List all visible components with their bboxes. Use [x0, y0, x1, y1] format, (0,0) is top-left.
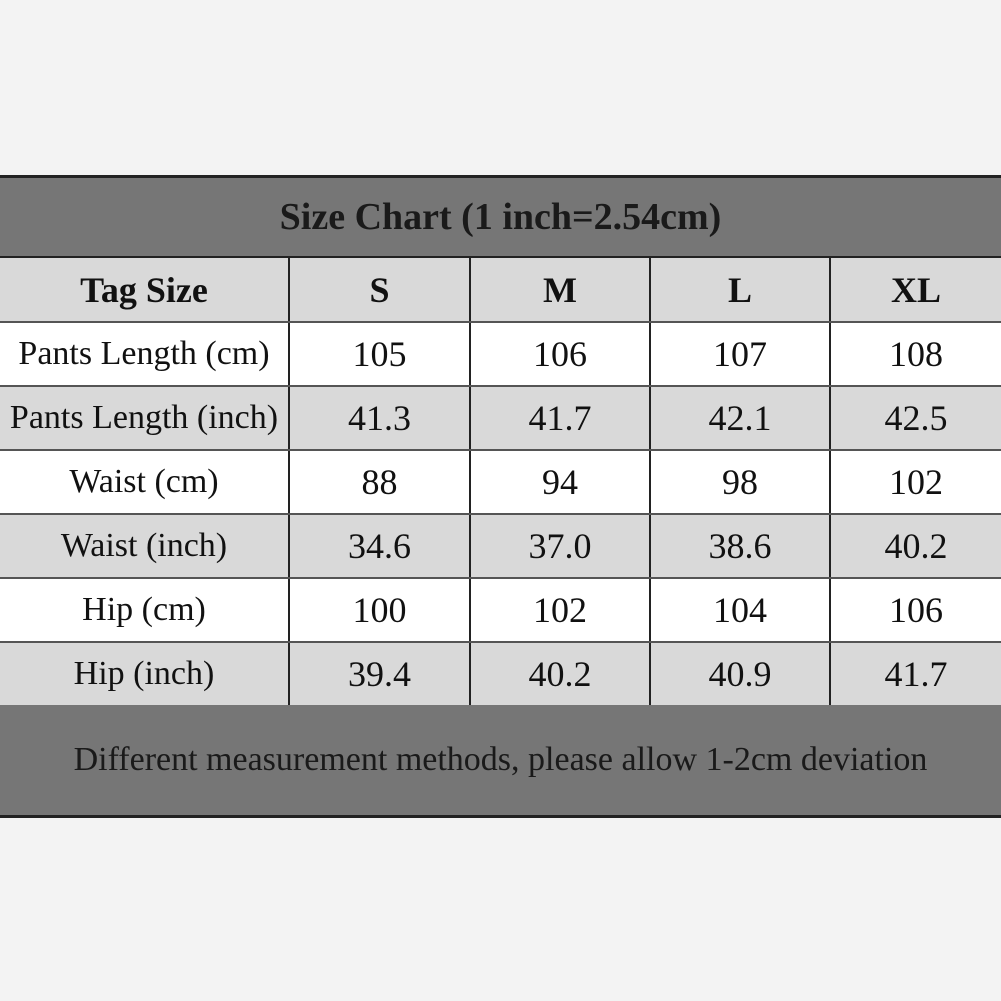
table-cell: 98 — [650, 450, 830, 514]
table-cell: 88 — [289, 450, 470, 514]
table-cell: 102 — [830, 450, 1001, 514]
table-row — [0, 514, 1001, 578]
table-cell: 37.0 — [470, 514, 650, 578]
table-cell: 40.9 — [650, 642, 830, 706]
table-cell: 100 — [289, 578, 470, 642]
table-cell: 38.6 — [650, 514, 830, 578]
header-cell: XL — [830, 258, 1001, 322]
table-cell: 40.2 — [830, 514, 1001, 578]
table-cell: 39.4 — [289, 642, 470, 706]
size-chart — [0, 175, 1001, 818]
table-row — [0, 450, 1001, 514]
table-cell: 34.6 — [289, 514, 470, 578]
header-cell: M — [470, 258, 650, 322]
table-cell: 94 — [470, 450, 650, 514]
row-label: Pants Length (inch) — [0, 386, 289, 450]
header-cell: S — [289, 258, 470, 322]
chart-title: Size Chart (1 inch=2.54cm) — [0, 178, 1001, 258]
table-cell: 41.3 — [289, 386, 470, 450]
table-cell: 106 — [830, 578, 1001, 642]
table-cell: 107 — [650, 322, 830, 386]
table-cell: 42.1 — [650, 386, 830, 450]
table-row — [0, 386, 1001, 450]
table-cell: 108 — [830, 322, 1001, 386]
table-cell: 41.7 — [470, 386, 650, 450]
row-label: Waist (inch) — [0, 514, 289, 578]
table-cell: 105 — [289, 322, 470, 386]
header-cell: Tag Size — [0, 258, 289, 322]
size-table — [0, 258, 1001, 707]
table-cell: 41.7 — [830, 642, 1001, 706]
row-label: Pants Length (cm) — [0, 322, 289, 386]
table-header-row — [0, 258, 1001, 322]
row-label: Hip (inch) — [0, 642, 289, 706]
row-label: Hip (cm) — [0, 578, 289, 642]
table-cell: 104 — [650, 578, 830, 642]
table-row — [0, 642, 1001, 706]
header-cell: L — [650, 258, 830, 322]
table-cell: 40.2 — [470, 642, 650, 706]
table-row — [0, 322, 1001, 386]
deviation-note: Different measurement methods, please allow 1-2cm deviation — [0, 705, 1001, 815]
table-cell: 42.5 — [830, 386, 1001, 450]
table-row — [0, 578, 1001, 642]
table-cell: 102 — [470, 578, 650, 642]
table-cell: 106 — [470, 322, 650, 386]
row-label: Waist (cm) — [0, 450, 289, 514]
